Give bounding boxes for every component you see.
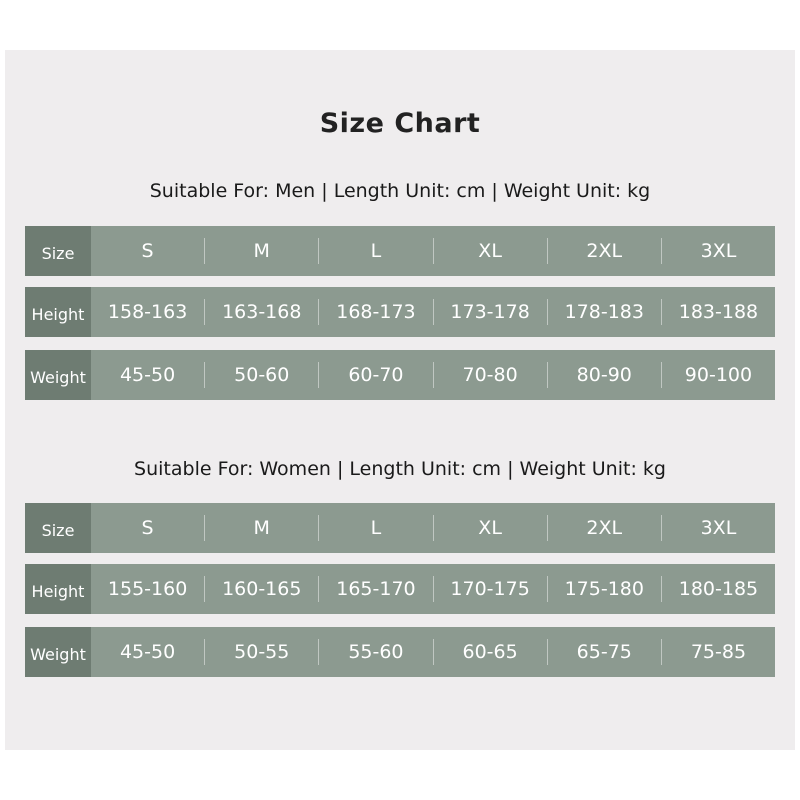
men-size-row <box>25 226 775 276</box>
women-weight-row <box>25 627 775 677</box>
table-cell: S <box>141 240 154 262</box>
men-height-row <box>25 287 775 337</box>
row-label: Height <box>25 564 91 614</box>
table-cell: M <box>204 238 318 264</box>
men-subtitle: Suitable For: Men | Length Unit: cm | Weight Unit: kg <box>149 180 651 202</box>
table-cell: S <box>141 517 154 539</box>
table-cell: 155-160 <box>107 578 188 600</box>
table-cell: 2XL <box>547 238 661 264</box>
table-cell: L <box>318 238 432 264</box>
table-cell: 178-183 <box>547 299 661 325</box>
table-cell: 70-80 <box>433 362 547 388</box>
table-cell: 168-173 <box>318 299 432 325</box>
table-cell: 2XL <box>547 515 661 541</box>
table-cell: L <box>318 515 432 541</box>
table-cell: 60-65 <box>433 639 547 665</box>
table-cell: 3XL <box>661 515 775 541</box>
table-cell: 180-185 <box>661 576 775 602</box>
table-cell: 173-178 <box>433 299 547 325</box>
table-cell: 60-70 <box>318 362 432 388</box>
table-cell: 55-60 <box>318 639 432 665</box>
table-cell: XL <box>433 515 547 541</box>
table-cell: 90-100 <box>661 362 775 388</box>
table-cell: 45-50 <box>119 641 176 663</box>
table-cell: 170-175 <box>433 576 547 602</box>
table-cell: 75-85 <box>661 639 775 665</box>
table-cell: 183-188 <box>661 299 775 325</box>
table-cell: 50-60 <box>204 362 318 388</box>
table-cell: 50-55 <box>204 639 318 665</box>
table-cell: 175-180 <box>547 576 661 602</box>
women-height-row <box>25 564 775 614</box>
row-label: Size <box>25 226 91 276</box>
table-cell: 165-170 <box>318 576 432 602</box>
table-cell: 65-75 <box>547 639 661 665</box>
row-label: Size <box>25 503 91 553</box>
table-cell: 160-165 <box>204 576 318 602</box>
page-title: Size Chart <box>319 108 481 139</box>
table-cell: M <box>204 515 318 541</box>
table-cell: XL <box>433 238 547 264</box>
table-cell: 163-168 <box>204 299 318 325</box>
women-subtitle: Suitable For: Women | Length Unit: cm | Weight Unit: kg <box>134 458 666 480</box>
table-cell: 80-90 <box>547 362 661 388</box>
row-label: Height <box>25 287 91 337</box>
table-cell: 45-50 <box>119 364 176 386</box>
row-label: Weight <box>25 350 91 400</box>
women-size-row <box>25 503 775 553</box>
table-cell: 3XL <box>661 238 775 264</box>
table-cell: 158-163 <box>107 301 188 323</box>
row-label: Weight <box>25 627 91 677</box>
men-weight-row <box>25 350 775 400</box>
